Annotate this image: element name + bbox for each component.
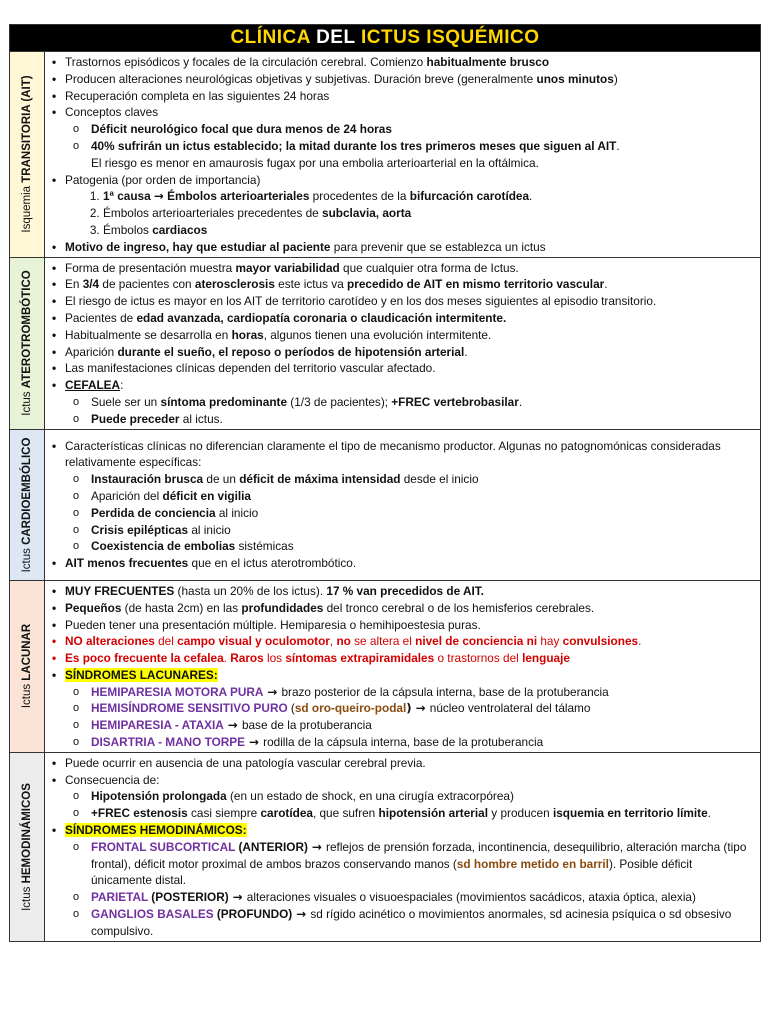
list-item: • Pacientes de edad avanzada, cardiopatía coronaria o claudicación intermitente. [65, 310, 756, 327]
list-item: • Trastornos episódicos y focales de la circulación cerebral. Comienzo habitualmente brusco [65, 54, 756, 71]
sub-item: o DISARTRIA - MANO TORPE → rodilla de la cápsula interna, base de la protuberancia [91, 734, 756, 751]
section-cardioembolico [10, 429, 760, 580]
list-item: • Es poco frecuente la cefalea. Raros los síntomas extrapiramidales o trastornos del lenguaje [65, 650, 756, 667]
sub-item: o GANGLIOS BASALES (PROFUNDO) → sd rígido acinético o movimientos anormales, sd acinesia psíquica o sd obsesivo compulsivo. [91, 906, 756, 940]
list-item: • Forma de presentación muestra mayor variabilidad que cualquier otra forma de Ictus. [65, 260, 756, 277]
arrow-icon: → [228, 890, 247, 905]
section-label-name: CARDIOEMBÓLICO [21, 437, 33, 545]
sub-item: o +FREC estenosis casi siempre carotídea, que sufren hipotensión arterial y producen isquemia en territorio límite. [91, 805, 756, 822]
section-aterotrombotico [10, 257, 760, 429]
section-content [45, 581, 760, 752]
title-part: CLÍNICA [230, 27, 311, 48]
section-label-name: HEMODINÁMICOS [21, 782, 33, 884]
list-item: • El riesgo de ictus es mayor en los AIT de territorio carotídeo y en los dos meses siguientes al episodio transitorio. [65, 293, 756, 310]
sub-item: o Coexistencia de embolias sistémicas [91, 538, 756, 555]
list-item: • Pueden tener una presentación múltiple. Hemiparesia o hemihipoestesia puras. [65, 617, 756, 634]
sub-item: o 40% sufrirán un ictus establecido; la mitad durante los tres primeros meses que siguen al AIT. El riesgo es menor en amaurosis fugax por una embolia arterioarterial en la oftálmica. [91, 138, 756, 172]
sub-item: o Suele ser un síntoma predominante (1/3 de pacientes); +FREC vertebrobasilar. [91, 394, 756, 411]
page-title [10, 25, 760, 51]
section-label [10, 430, 45, 580]
list-item: • Pequeños (de hasta 2cm) en las profundidades del tronco cerebral o de los hemisferios cerebrales. [65, 600, 756, 617]
list-item: • Puede ocurrir en ausencia de una patología vascular cerebral previa. [65, 755, 756, 772]
arrow-icon: → [223, 718, 242, 733]
sub-item: o PARIETAL (POSTERIOR) → alteraciones visuales o visuoespaciales (movimientos sacádicos, ataxia óptica, alexia) [91, 889, 756, 906]
section-label-name: LACUNAR [21, 624, 33, 682]
list-item: • CEFALEA: o Suele ser un síntoma predominante (1/3 de pacientes); +FREC vertebrobasilar. o Puede preceder al ictus. [65, 377, 756, 427]
list-item: • AIT menos frecuentes que en el ictus aterotrombótico. [65, 555, 756, 572]
section-content [45, 258, 760, 429]
sub-item: o Crisis epilépticas al inicio [91, 522, 756, 539]
sub-item: o Hipotensión prolongada (en un estado de shock, en una cirugía extracorpórea) [91, 788, 756, 805]
list-item: • Motivo de ingreso, hay que estudiar al paciente para prevenir que se establezca un ictus [65, 239, 756, 256]
section-label-name: TRANSITORIA (AIT) [21, 75, 33, 184]
section-label-prefix: Isquemia [21, 183, 33, 233]
arrow-icon: → [307, 839, 327, 854]
list-item: • Habitualmente se desarrolla en horas, algunos tienen una evolución intermitente. [65, 327, 756, 344]
sub-item: o Aparición del déficit en vigilia [91, 488, 756, 505]
sub-item: o HEMISÍNDROME SENSITIVO PURO (sd oro-queiro-podal) → núcleo ventrolateral del tálamo [91, 700, 756, 717]
section-content [45, 430, 760, 580]
title-part: ICTUS ISQUÉMICO [361, 27, 540, 48]
section-label-name: ATEROTROMBÓTICO [21, 270, 33, 389]
section-label-prefix: Ictus [21, 388, 33, 416]
list-item: • Características clínicas no diferencian claramente el tipo de mecanismo productor. Algunas no patognomónicas consideradas relativamente específicas: o Instauración brusca de un déficit de máxima intensidad desde el inicio o Aparición del déficit en vigilia o Perdida de conciencia al inicio o Crisis epilépticas al inicio o Coexistencia de embolias sistémicas [65, 438, 756, 556]
numbered-item: 1. 1ª causa → Émbolos arterioarteriales procedentes de la bifurcación carotídea. [103, 188, 756, 205]
list-item: • Las manifestaciones clínicas dependen del territorio vascular afectado. [65, 360, 756, 377]
numbered-item: 2. Émbolos arterioarteriales precedentes de subclavia, aorta [103, 205, 756, 222]
numbered-item: 3. Émbolos cardiacos [103, 222, 756, 239]
sub-item: o HEMIPARESIA - ATAXIA → base de la protuberancia [91, 717, 756, 734]
arrow-icon: → [153, 189, 164, 204]
sub-item: o Instauración brusca de un déficit de máxima intensidad desde el inicio [91, 471, 756, 488]
sub-item: o Déficit neurológico focal que dura menos de 24 horas [91, 121, 756, 138]
title-part: DEL [310, 27, 362, 48]
section-label [10, 753, 45, 941]
arrow-icon: → [263, 684, 282, 699]
arrow-icon: ) → [406, 701, 430, 716]
sub-item: o HEMIPARESIA MOTORA PURA → brazo posterior de la cápsula interna, base de la protuberancia [91, 684, 756, 701]
list-item: • Aparición durante el sueño, el reposo o períodos de hipotensión arterial. [65, 344, 756, 361]
list-item: • MUY FRECUENTES (hasta un 20% de los ictus). 17 % van precedidos de AIT. [65, 583, 756, 600]
section-label-prefix: Ictus [21, 544, 33, 573]
section-label-prefix: Ictus [21, 681, 33, 709]
list-item: • NO alteraciones del campo visual y oculomotor, no se altera el nivel de conciencia ni hay convulsiones. [65, 633, 756, 650]
section-lacunar [10, 580, 760, 752]
list-item: • En 3/4 de pacientes con aterosclerosis este ictus va precedido de AIT en mismo territorio vascular. [65, 276, 756, 293]
sub-item: o Perdida de conciencia al inicio [91, 505, 756, 522]
section-content [45, 52, 760, 257]
list-item: • Recuperación completa en las siguientes 24 horas [65, 88, 756, 105]
section-label [10, 258, 45, 429]
sub-item: o FRONTAL SUBCORTICAL (ANTERIOR) → reflejos de prensión forzada, incontinencia, desequilibrio, alteración marcha (tipo frontal), déficit motor proximal de ambos brazos conservando manos (sd hombre metido en barril). Posible déficit únicamente distal. [91, 839, 756, 889]
list-item: • Conceptos claves o Déficit neurológico focal que dura menos de 24 horas o 40% sufrirán un ictus establecido; la mitad durante los tres primeros meses que siguen al AIT. El riesgo es menor en amaurosis fugax por una embolia arterioarterial en la oftálmica. [65, 104, 756, 171]
list-item: • Patogenia (por orden de importancia) 1. 1ª causa → Émbolos arterioarteriales procedentes de la bifurcación carotídea. 2. Émbolos arterioarteriales precedentes de subclavia, aorta 3. Émbolos cardiacos [65, 172, 756, 239]
list-item: • SÍNDROMES LACUNARES: o HEMIPARESIA MOTORA PURA → brazo posterior de la cápsula interna, base de la protuberancia o HEMISÍNDROME SENSITIVO PURO (sd oro-queiro-podal) → núcleo ventrolateral del tálamo o HEMIPARESIA - ATAXIA → base de la protuberancia o DISARTRIA - MANO TORPE → rodilla de la cápsula interna, base de la protuberancia [65, 667, 756, 751]
sub-item: o Puede preceder al ictus. [91, 411, 756, 428]
arrow-icon: → [292, 907, 311, 922]
section-label [10, 52, 45, 257]
section-hemodinamicos [10, 752, 760, 941]
arrow-icon: → [245, 735, 264, 750]
section-ait [10, 51, 760, 257]
section-content [45, 753, 760, 941]
section-label-prefix: Ictus [21, 883, 33, 911]
list-item: • Consecuencia de: o Hipotensión prolongada (en un estado de shock, en una cirugía extracorpórea) o +FREC estenosis casi siempre carotídea, que sufren hipotensión arterial y producen isquemia en territorio límite. [65, 772, 756, 822]
list-item: • Producen alteraciones neurológicas objetivas y subjetivas. Duración breve (generalmente unos minutos) [65, 71, 756, 88]
section-label [10, 581, 45, 752]
clinical-table [9, 24, 761, 942]
list-item: • SÍNDROMES HEMODINÁMICOS: o FRONTAL SUBCORTICAL (ANTERIOR) → reflejos de prensión forzada, incontinencia, desequilibrio, alteración marcha (tipo frontal), déficit motor proximal de ambos brazos conservando manos (sd hombre metido en barril). Posible déficit únicamente distal. o PARIETAL (POSTERIOR) → alteraciones visuales o visuoespaciales (movimientos sacádicos, ataxia óptica, alexia) o GANGLIOS BASALES (PROFUNDO) → sd rígido acinético o movimientos anormales, sd acinesia psíquica o sd obsesivo compulsivo. [65, 822, 756, 940]
